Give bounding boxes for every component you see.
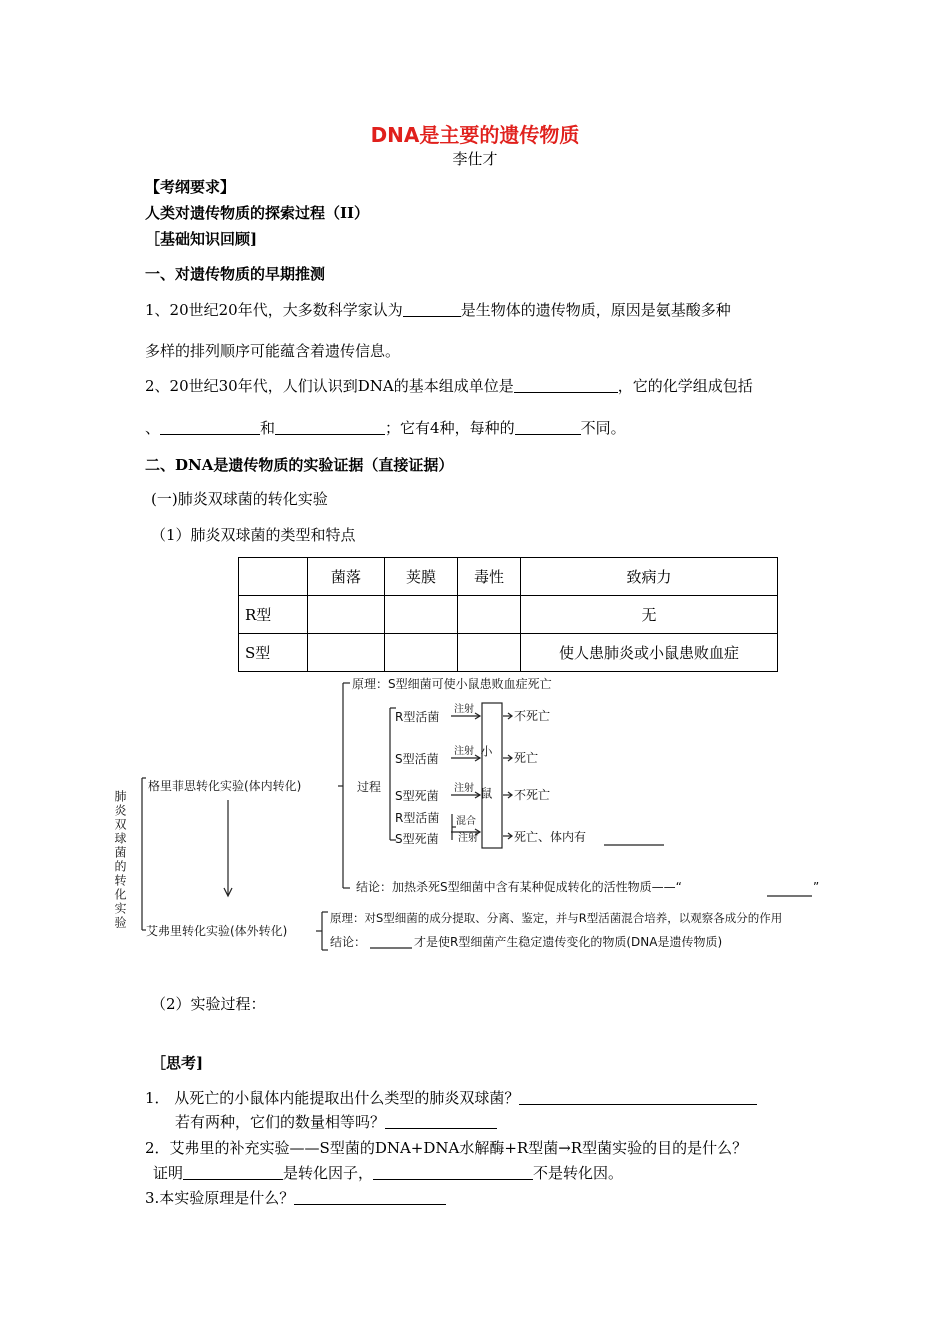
- inject-label: 注射: [458, 833, 478, 844]
- blank[interactable]: [183, 1165, 283, 1180]
- inject-label: 注射: [454, 783, 474, 794]
- row-label: S型死菌: [395, 789, 439, 803]
- conclusion-1-end: ”: [813, 880, 820, 894]
- table-cell: R型: [239, 596, 308, 634]
- q2-text-b: ，它的化学组成包括: [617, 377, 753, 395]
- diagram-side-label: 肺炎双球菌的转化实验: [113, 790, 127, 930]
- result-label: 死亡、体内有: [514, 830, 587, 844]
- row-label: S型活菌: [395, 752, 439, 766]
- conclusion-2-b: 才是使R型细菌产生稳定遗传变化的物质(DNA是遗传物质): [414, 935, 723, 949]
- table-header-cell: 菌落: [308, 558, 385, 596]
- think-q3-text: 3.本实验原理是什么？: [145, 1189, 295, 1207]
- table-cell: 无: [521, 596, 778, 634]
- row-label: R型活菌: [395, 710, 440, 724]
- row-label: R型活菌: [395, 811, 440, 825]
- blank[interactable]: [294, 1190, 446, 1205]
- think-q3: [145, 1189, 446, 1207]
- mix-label: 混合: [456, 816, 476, 827]
- q2-text-a: 2、20世纪30年代，人们认识到DNA的基本组成单位是: [145, 377, 514, 395]
- inject-label: 注射: [454, 704, 474, 715]
- subsection-1-1: （1）肺炎双球菌的类型和特点: [151, 526, 356, 544]
- think-q2b-b: 是转化因子，: [283, 1164, 374, 1182]
- q2-text-f: 不同。: [580, 419, 626, 437]
- page-title: DNA是主要的遗传物质: [370, 123, 580, 147]
- result-label: 不死亡: [514, 709, 551, 723]
- result-label: 死亡: [514, 751, 539, 765]
- subsection-1-2: （2）实验过程：: [151, 995, 266, 1013]
- avery-label: 艾弗里转化实验(体外转化): [146, 924, 288, 938]
- kaogang-item: 人类对遗传物质的探索过程（II）: [145, 204, 370, 222]
- process-label: 过程: [357, 780, 382, 794]
- think-q1b: [175, 1113, 497, 1131]
- inject-label: 注射: [454, 746, 474, 757]
- author: 李仕才: [452, 150, 498, 168]
- think-q2b-c: 不是转化因。: [533, 1164, 624, 1182]
- table-header-cell: 荚膜: [385, 558, 458, 596]
- think-q1: [145, 1089, 757, 1107]
- think-q1-text: 1． 从死亡的小鼠体内能提取出什么类型的肺炎双球菌？: [145, 1089, 520, 1107]
- blank[interactable]: [373, 1165, 533, 1180]
- think-q2: 2．艾弗里的补充实验——S型菌的DNA+DNA水解酶+R型菌→R型菌实验的目的是什么？: [145, 1139, 748, 1157]
- review-heading: ［基础知识回顾]: [145, 230, 258, 248]
- q2-text-c: 、: [145, 419, 161, 437]
- blank[interactable]: [519, 1090, 757, 1105]
- principle-2: 原理：对S型细菌的成分提取、分离、鉴定，并与R型活菌混合培养，以观察各成分的作用: [330, 911, 783, 925]
- think-q1b-text: 若有两种，它们的数量相等吗？: [175, 1113, 386, 1131]
- principle-1: 原理：S型细菌可使小鼠患败血症死亡: [352, 677, 552, 691]
- q1-text-b: 是生物体的遗传物质，原因是氨基酸多种: [460, 301, 731, 319]
- mouse-label: 小鼠: [479, 745, 493, 829]
- table-header-cell: 毒性: [458, 558, 521, 596]
- kaogang-heading: 【考纲要求】: [145, 178, 236, 196]
- conclusion-1: 结论：加热杀死S型细菌中含有某种促成转化的活性物质——“: [356, 880, 682, 894]
- section2-heading: 二、DNA是遗传物质的实验证据（直接证据）: [145, 456, 454, 474]
- think-q2b-a: 证明: [153, 1164, 184, 1182]
- row-label: S型死菌: [395, 832, 439, 846]
- table-header-cell: 致病力: [521, 558, 778, 596]
- table-cell: 使人患肺炎或小鼠患败血症: [521, 634, 778, 672]
- q2-text-d: 和: [260, 419, 276, 437]
- result-label: 不死亡: [514, 788, 551, 802]
- think-heading: ［思考]: [151, 1054, 204, 1072]
- question-1-line2: 多样的排列顺序可能蕴含着遗传信息。: [145, 342, 401, 360]
- subsection-1: (一)肺炎双球菌的转化实验: [151, 490, 328, 508]
- conclusion-2-a: 结论：: [330, 935, 367, 949]
- griffith-label: 格里菲思转化实验(体内转化): [148, 779, 302, 793]
- q1-text-a: 1、20世纪20年代，大多数科学家认为: [145, 301, 403, 319]
- section1-heading: 一、对遗传物质的早期推测: [145, 265, 326, 283]
- think-q2b: [153, 1164, 623, 1182]
- q2-text-e: ；它有4种，每种的: [385, 419, 515, 437]
- table-cell: S型: [239, 634, 308, 672]
- blank[interactable]: [385, 1114, 497, 1129]
